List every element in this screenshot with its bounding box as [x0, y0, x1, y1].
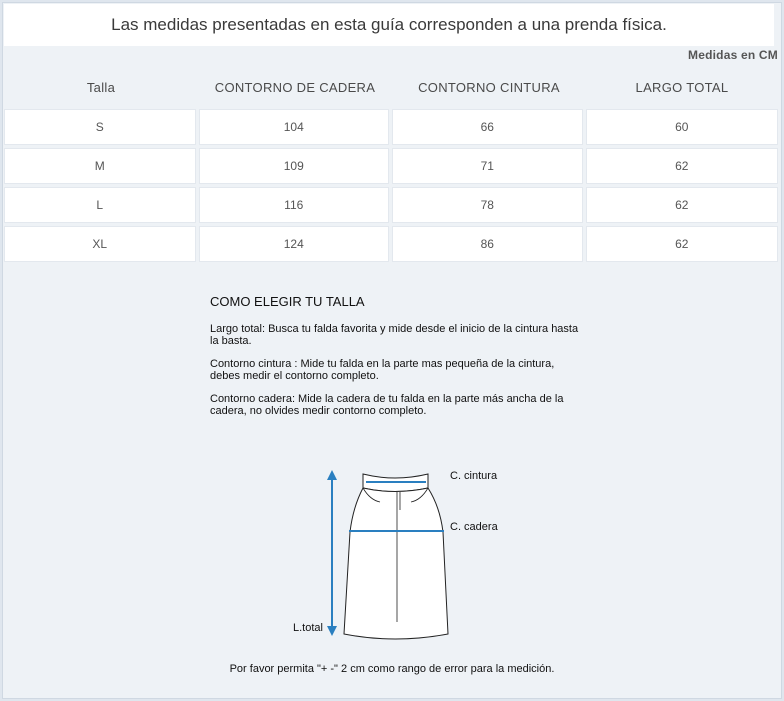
- header-hip: CONTORNO DE CADERA: [214, 79, 376, 95]
- guide-hip-instructions: Contorno cadera: Mide la cadera de tu falda en la parte más ancha de la cadera, no olvides medir contorno completo.: [210, 393, 564, 417]
- table-row: [4, 187, 778, 223]
- header-size: Talla: [86, 79, 116, 95]
- cell-length: 62: [586, 226, 779, 262]
- skirt-measurement-diagram: [280, 462, 540, 652]
- cell-waist: 86: [392, 226, 583, 262]
- cell-waist: 78: [392, 187, 583, 223]
- error-range-note: Por favor permita "+ -" 2 cm como rango de error para la medición.: [229, 663, 555, 675]
- cell-length: 60: [586, 109, 779, 145]
- cell-waist: 66: [392, 109, 583, 145]
- cell-waist: 71: [392, 148, 583, 184]
- length-label: L.total: [293, 622, 323, 634]
- table-row: [4, 226, 778, 262]
- cell-size: S: [4, 109, 196, 145]
- cell-hip: 104: [199, 109, 390, 145]
- header-length: LARGO TOTAL: [635, 79, 729, 95]
- hip-label: C. cadera: [450, 521, 498, 533]
- cell-hip: 116: [199, 187, 390, 223]
- table-row: [4, 109, 778, 145]
- intro-text: Las medidas presentadas en esta guía corresponden a una prenda física.: [4, 4, 774, 46]
- guide-waist-instructions: Contorno cintura : Mide tu falda en la parte mas pequeña de la cintura, debes medir el contorno completo.: [210, 358, 555, 382]
- cell-size: M: [4, 148, 196, 184]
- waist-label: C. cintura: [450, 470, 498, 482]
- cell-hip: 109: [199, 148, 390, 184]
- cell-length: 62: [586, 187, 779, 223]
- table-row: [4, 148, 778, 184]
- cell-size: L: [4, 187, 196, 223]
- cell-length: 62: [586, 148, 779, 184]
- cell-size: XL: [4, 226, 196, 262]
- guide-length-instructions: Largo total: Busca tu falda favorita y mide desde el inicio de la cintura hasta la basta.: [210, 323, 579, 347]
- guide-title: COMO ELEGIR TU TALLA: [210, 294, 365, 309]
- unit-note: Medidas en CM: [688, 48, 778, 62]
- cell-hip: 124: [199, 226, 390, 262]
- size-table-body: [4, 109, 778, 265]
- header-waist: CONTORNO CINTURA: [418, 79, 560, 95]
- table-header: [4, 68, 778, 106]
- size-guide-instructions: [210, 294, 580, 428]
